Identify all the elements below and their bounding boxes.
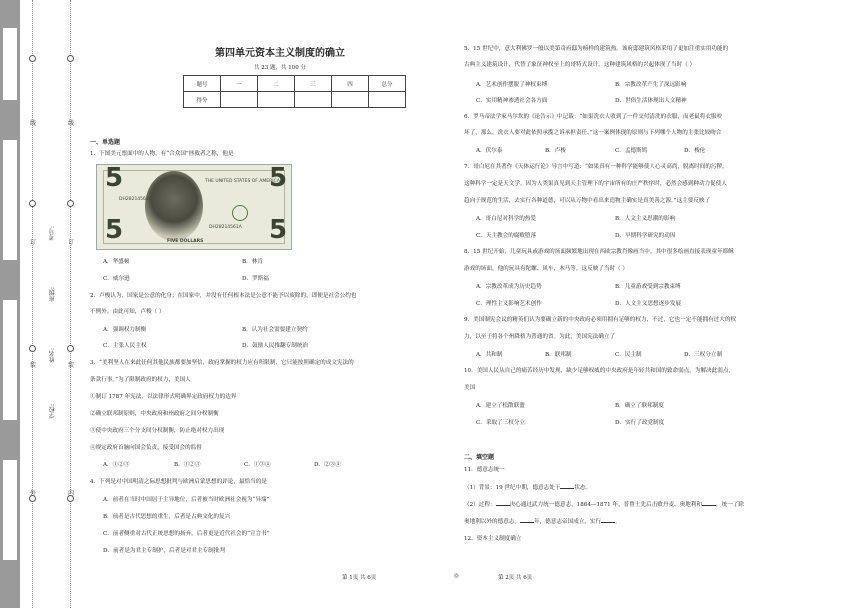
question-11-part-2 bbox=[464, 501, 744, 509]
question-3-statement-4: ④规定政府首脑向国会负责，接受国会的监督 bbox=[90, 445, 202, 451]
q1-option-a[interactable]: A．华盛顿 bbox=[103, 259, 130, 265]
question-3-statement-3: ③使中央政府三个分支间分权制衡，防止绝对权力出现 bbox=[90, 428, 225, 434]
q11-part2-text: 奥地利以外的德意志。 bbox=[464, 519, 520, 525]
q4-option-d[interactable]: D．前者是为君主专制护，后者是对君主专制批判 bbox=[103, 548, 225, 554]
question-8-line-1: 8．15 世纪开始，儿童玩具或游戏的场面频繁地出现在西欧宗教肖像画当中。其中很多绘画直接表现童年耶稣 bbox=[464, 249, 734, 255]
q9-option-d[interactable]: D．三权分立制 bbox=[684, 352, 723, 358]
binding-box bbox=[3, 460, 17, 560]
q11-part2-text: 年，德意志帝国成立，实行 bbox=[533, 519, 602, 525]
question-3-line-2: 条款行事。”为了限制政府的权力，美国人 bbox=[90, 377, 191, 383]
class-field-label: 班级: bbox=[49, 287, 56, 302]
score-cell[interactable] bbox=[295, 92, 332, 108]
question-11-part-1 bbox=[464, 484, 591, 492]
page-number-right: 第 2页 共 6页 bbox=[498, 575, 533, 581]
q11-part2-text: （2）过程： bbox=[464, 502, 496, 508]
mark-outer-4: 外 bbox=[30, 490, 37, 497]
score-cell[interactable] bbox=[332, 92, 369, 108]
q11-part2-text: 。 bbox=[615, 519, 621, 525]
binding-hole bbox=[29, 200, 36, 207]
binding-box bbox=[3, 28, 17, 100]
answer-blank[interactable] bbox=[560, 488, 574, 489]
answer-blank[interactable] bbox=[520, 522, 534, 523]
binding-hole bbox=[67, 200, 74, 207]
answer-blank[interactable] bbox=[496, 505, 510, 506]
name-field-label: 姓名: bbox=[49, 348, 56, 363]
bill-serial: DH28214561A bbox=[209, 225, 242, 230]
q2-option-b[interactable]: B．认为社会需要建立契约 bbox=[242, 327, 308, 333]
score-header-cell: 一 bbox=[221, 76, 258, 92]
q8-option-c[interactable]: C．理性主义影响艺术创作 bbox=[476, 301, 542, 307]
q4-option-b[interactable]: B．前者是古代思想的重生，后者是古典文化的复兴 bbox=[103, 514, 231, 520]
five-dollar-bill-image bbox=[96, 164, 292, 250]
q11-part2-text: 决心通过武力统一德意志，1864—1871 年，普鲁士先后击败丹麦、奥地利和 bbox=[509, 502, 703, 508]
binding-hole bbox=[29, 55, 36, 62]
score-header-cell: 二 bbox=[258, 76, 295, 92]
question-2-line-1: 2．卢梭认为，国家是公意的化身；在国家中，并没有任何根本法是公意不能予以废除的，即便是社会公约也 bbox=[90, 293, 357, 299]
q11-part2-text: ，统一了除 bbox=[716, 502, 744, 508]
q10-option-c[interactable]: C．采取了三权分立 bbox=[476, 420, 526, 426]
mark-outer-3: 装 bbox=[30, 362, 37, 369]
score-header-cell: 题号 bbox=[184, 76, 221, 92]
bill-country-text: THE UNITED STATES OF AMERICA bbox=[205, 179, 280, 184]
q5-option-d[interactable]: D．世俗生活体现出人文精神 bbox=[615, 98, 687, 104]
binding-hole bbox=[67, 55, 74, 62]
question-11-part-2-cont bbox=[464, 518, 621, 526]
q4-option-c[interactable]: C．前者侧重对古代正统思想的扬弃，后者更是近代社会的“宣言书” bbox=[103, 531, 270, 537]
q4-option-a[interactable]: A．前者在当时中国居于主导地位，后者被当时欧洲社会视为“异端” bbox=[103, 497, 270, 503]
bill-numeral: 5 bbox=[269, 215, 288, 245]
score-cell[interactable] bbox=[369, 92, 406, 108]
q5-option-b[interactable]: B．宗教改革产生了深远影响 bbox=[615, 82, 687, 88]
score-header-cell: 三 bbox=[295, 76, 332, 92]
q6-option-b[interactable]: B．卢梭 bbox=[545, 148, 566, 154]
q6-option-c[interactable]: C．孟德斯鸠 bbox=[615, 148, 648, 154]
q3-option-b[interactable]: B．①②③ bbox=[174, 462, 201, 468]
question-3-line-1: 3．“美利坚人在来此任何其他民族都要加坚信，政府掌握的权力应有所限制，它只能按照确定的成文宪法的 bbox=[90, 360, 354, 366]
bill-numeral: 5 bbox=[105, 215, 124, 245]
question-4: 4．下列是对中国明清之际思想批判与欧洲启蒙思想的评论，最恰当的是 bbox=[90, 479, 267, 485]
q8-option-d[interactable]: D．人文主义思想逐步发展 bbox=[615, 301, 682, 307]
mark-outer-1: 线 bbox=[30, 120, 37, 127]
question-3-statement-1: ①制订 1787 年宪法，以法律形式明确界定政府权力的边界 bbox=[90, 394, 237, 400]
q7-option-b[interactable]: B．人文主义思潮的影响 bbox=[615, 216, 676, 222]
bill-amount-text: FIVE DOLLARS bbox=[167, 239, 204, 244]
section-title-fill-in: 二、填空题 bbox=[464, 454, 495, 461]
q8-option-b[interactable]: B．儿童游戏受到宗教束缚 bbox=[615, 284, 681, 290]
lincoln-portrait bbox=[145, 171, 203, 241]
page-divider-icon: ◎ bbox=[454, 573, 459, 579]
binding-hole bbox=[29, 345, 36, 352]
question-10-line-1: 10．美国人民从自己的痛苦经历中发现，缺少足够权威的中央政府是年轻共和国的致命弱点。为解决此弱点， bbox=[464, 368, 735, 374]
q3-option-d[interactable]: D．②③④ bbox=[314, 462, 341, 468]
q10-option-a[interactable]: A．建立了松散联盟 bbox=[476, 403, 525, 409]
cut-line-inner bbox=[70, 0, 71, 608]
score-header-cell: 总分 bbox=[369, 76, 406, 92]
q1-option-d[interactable]: D．罗斯福 bbox=[242, 276, 269, 282]
question-3-statement-2: ②确立联邦制原则，中央政府和州政府之间分权制衡 bbox=[90, 411, 219, 417]
bill-numeral: 5 bbox=[269, 164, 288, 193]
q9-option-b[interactable]: B．联邦制 bbox=[545, 352, 572, 358]
mark-outer-2: 订 bbox=[30, 239, 37, 246]
q10-option-b[interactable]: B．确立了联邦制度 bbox=[615, 403, 664, 409]
q11-part1-text: （1）背景：19 世纪中期，德意志处于 bbox=[464, 485, 561, 491]
exam-number-field-label: 考号: bbox=[49, 226, 56, 241]
q2-option-a[interactable]: A．强调权力制衡 bbox=[103, 327, 147, 333]
question-9-line-2: 力，以至于将各个州降格为普通的省。为此，美国宪法确立了 bbox=[464, 334, 616, 340]
binding-box bbox=[3, 300, 17, 420]
q3-option-a[interactable]: A．①②③ bbox=[103, 462, 130, 468]
q8-option-a[interactable]: A．宗教改革成为历史趋势 bbox=[476, 284, 542, 290]
answer-blank[interactable] bbox=[702, 505, 716, 506]
question-9-line-1: 9．美国制宪会议的精英们认为要确立新的中央政府必须用拥有足够的权力，不过，它也一定不能拥有过大的权 bbox=[464, 317, 737, 323]
question-8-line-2: 游戏的场面，他的玩具有陀螺、风车、木马等。这反映了当时（ ） bbox=[464, 266, 628, 272]
q1-option-c[interactable]: C．威尔逊 bbox=[103, 276, 130, 282]
binding-hole bbox=[67, 345, 74, 352]
question-1: 1．下图美元票面中的人物，有“合众国”拯救者之称，他是 bbox=[90, 151, 234, 157]
q5-option-a[interactable]: A．艺术创作摆脱了神权束缚 bbox=[476, 82, 548, 88]
q7-option-c[interactable]: C．天主教会的腐败堕落 bbox=[476, 233, 537, 239]
q2-option-d[interactable]: D．鼓励人民推翻专制统治 bbox=[242, 343, 309, 349]
question-6-line-2: 坏了，那么，洗衣人要对此依照承揽之诉承担责任。”这一案例体现的原则与下列哪个人物的主张比较吻合 bbox=[464, 130, 722, 136]
q2-option-c[interactable]: C．主张人民主权 bbox=[103, 343, 147, 349]
q1-option-b[interactable]: B．林肯 bbox=[242, 259, 263, 265]
cut-line-outer bbox=[32, 0, 33, 608]
q11-part1-text-end: 状态。 bbox=[574, 485, 592, 491]
question-7-line-2: 这种科学一定是天文学。因为人类果真见到天主管理下的宇宙所有的庄严秩序时，必然会感到种动力促使人 bbox=[464, 181, 727, 187]
q9-option-c[interactable]: C．民主制 bbox=[615, 352, 642, 358]
question-5-line-2: 古典主义建筑设计，代替了象征神权至上的哥特式设计。这种建筑风格的兴起体现了当时（ ） bbox=[464, 62, 696, 68]
page-subtitle: 共 23 题，共 100 分 bbox=[254, 65, 306, 71]
q7-option-d[interactable]: D．早期科学研究的动因 bbox=[615, 233, 676, 239]
q6-option-a[interactable]: A．伏尔泰 bbox=[476, 148, 503, 154]
score-table bbox=[183, 75, 406, 108]
score-cell[interactable] bbox=[221, 92, 258, 108]
binding-box bbox=[3, 140, 17, 260]
q9-option-a[interactable]: A．共和制 bbox=[476, 352, 503, 358]
q6-option-d[interactable]: D．梭伦 bbox=[684, 148, 706, 154]
mark-inner-4: 内 bbox=[68, 490, 75, 497]
page-number-left: 第 1页 共 6页 bbox=[342, 575, 377, 581]
question-5-line-1: 5．15 世纪中，意大利佛罗一般以美第奇府邸为榜样的建筑热。该府邸建筑风格采用了更加注重实用功能的 bbox=[464, 46, 729, 52]
mark-inner-2: 订 bbox=[68, 239, 75, 246]
school-field-label: 学校: bbox=[49, 404, 56, 419]
q10-option-d[interactable]: D．实行了政党制度 bbox=[615, 420, 665, 426]
question-10-line-2: 美国 bbox=[464, 385, 476, 391]
q5-option-c[interactable]: C．实用精神渗透社会各方面 bbox=[476, 98, 548, 104]
score-row-label: 得分 bbox=[184, 92, 221, 108]
question-2-line-2: 不例外。由此可知，卢梭（ ） bbox=[90, 309, 165, 315]
question-11: 11．德意志统一 bbox=[464, 467, 505, 473]
question-7-line-3: 趋向于规范的生活，去实行各种道德，可以从万物中看出来造物主确实是真美善之源。”这主要反映了 bbox=[464, 198, 711, 204]
mark-inner-3: 装 bbox=[68, 362, 75, 369]
q3-option-c[interactable]: C．①③④ bbox=[244, 462, 271, 468]
question-6-line-1: 6．罗马帝法学家马尔坎的《论告示》中记载：“如果洗衣人收到了一件交付清洗的衣服，而老鼠将衣服咬 bbox=[464, 114, 723, 120]
bill-serial: DH28214561A bbox=[119, 197, 152, 202]
treasury-seal bbox=[232, 205, 248, 221]
question-12: 12．资本主义制度确立 bbox=[464, 536, 522, 542]
page-title: 第四单元资本主义制度的确立 bbox=[215, 48, 345, 59]
binding-margin bbox=[20, 0, 82, 608]
mark-inner-1: 线 bbox=[68, 120, 75, 127]
section-title-single-choice: 一、单选题 bbox=[90, 139, 121, 146]
q7-option-a[interactable]: A．哥白尼对科学的热爱 bbox=[476, 216, 536, 222]
binding-gray-band bbox=[0, 0, 20, 608]
question-7-line-1: 7．哥白尼在其著作《天体运行论》导言中写道：“如果真有一种科学能够使人心灵高尚，脱离时间的污秽， bbox=[464, 164, 728, 170]
answer-blank[interactable] bbox=[601, 522, 615, 523]
score-cell[interactable] bbox=[258, 92, 295, 108]
score-header-cell: 四 bbox=[332, 76, 369, 92]
bill-numeral: 5 bbox=[105, 164, 124, 193]
